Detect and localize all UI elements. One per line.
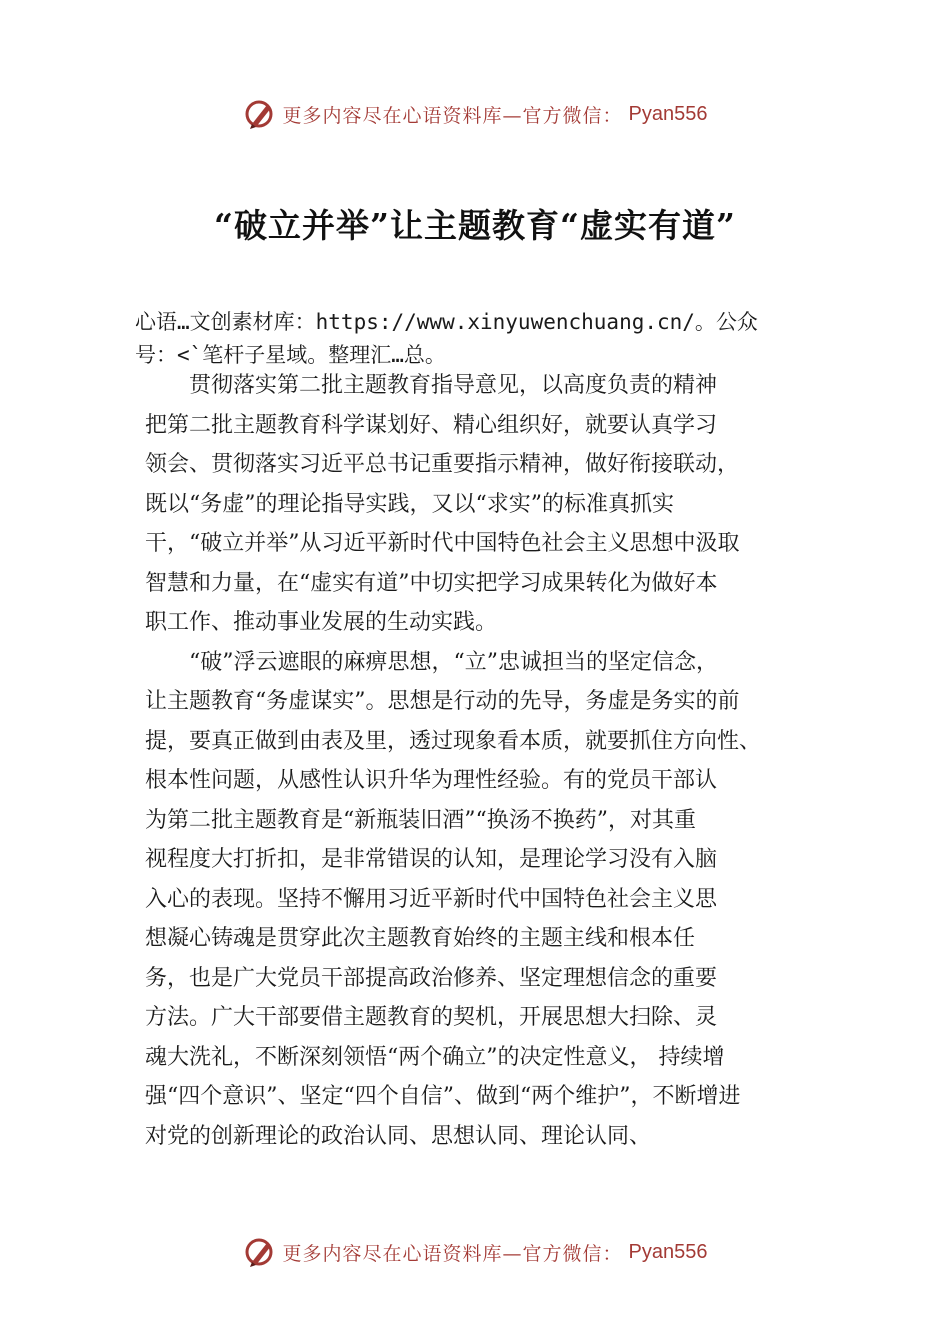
text-line: 想凝心铸魂是贯穿此次主题教育始终的主题主线和根本任 [145,926,696,951]
text-line: 务，也是广大党员干部提高政治修养、坚定理想信念的重要 [145,965,718,991]
pen-circle-icon [243,97,277,131]
paragraph [145,366,845,643]
text-line: 职工作、推动事业发展的生动实践。 [145,610,498,635]
text-line: “破”浮云遮眼的麻痹思想，“立”忠诚担当的坚定信念， [189,649,718,675]
wechat-id: Pyan556 [628,102,708,125]
banner-text: 更多内容尽在心语资料库—官方微信： [282,1242,623,1265]
text-line: 强“四个意识”、坚定“四个自信”、做到“两个维护”，不断增进 [145,1084,741,1109]
text-line: 把第二批主题教育科学谋划好、精心组织好，就要认真学习 [145,412,718,438]
text-line: 提，要真正做到由表及里，透过现象看本质，就要抓住方向性、 [145,728,762,754]
text-line: 贯彻落实第二批主题教育指导意见，以高度负责的精神 [189,373,718,398]
text-line: 既以“务虚”的理论指导实践，又以“求实”的标准真抓实 [145,491,674,517]
text-line: 为第二批主题教育是“新瓶装旧酒”“换汤不换药”，对其重 [145,807,696,833]
text-line: 对党的创新理论的政治认同、思想认同、理论认同、 [145,1123,652,1149]
header-banner [0,94,950,134]
banner-text: 更多内容尽在心语资料库—官方微信： [282,104,623,127]
text-line: 入心的表现。坚持不懈用习近平新时代中国特色社会主义思 [145,886,718,912]
source-line: 心语…文创素材库：https://www.xinyuwenchuang.cn/。公众 [135,310,758,334]
paragraph [145,643,845,1157]
source-note [135,306,835,372]
wechat-id: Pyan556 [628,1240,708,1263]
text-line: 方法。广大干部要借主题教育的契机，开展思想大扫除、灵 [145,1005,718,1030]
text-line: 根本性问题，从感性认识升华为理性经验。有的党员干部认 [145,768,718,793]
text-line: 智慧和力量，在“虚实有道”中切实把学习成果转化为做好本 [145,570,718,596]
document-body [145,366,845,1156]
text-line: 魂大洗礼，不断深刻领悟“两个确立”的决定性意义， 持续增 [145,1044,725,1070]
document-title: “破立并举”让主题教育“虚实有道” [214,206,736,245]
text-line: 干，“破立并举”从习近平新时代中国特色社会主义思想中汲取 [145,531,740,556]
source-line: 号：<`笔杆子星域。整理汇…总。 [135,343,446,367]
pen-circle-icon [243,1235,277,1269]
text-line: 视程度大打折扣，是非常错误的认知，是理论学习没有入脑 [145,847,718,872]
text-line: 领会、贯彻落实习近平总书记重要指示精神，做好衔接联动， [145,452,740,477]
text-line: 让主题教育“务虚谋实”。思想是行动的先导，务虚是务实的前 [145,689,740,714]
footer-banner [0,1232,950,1272]
